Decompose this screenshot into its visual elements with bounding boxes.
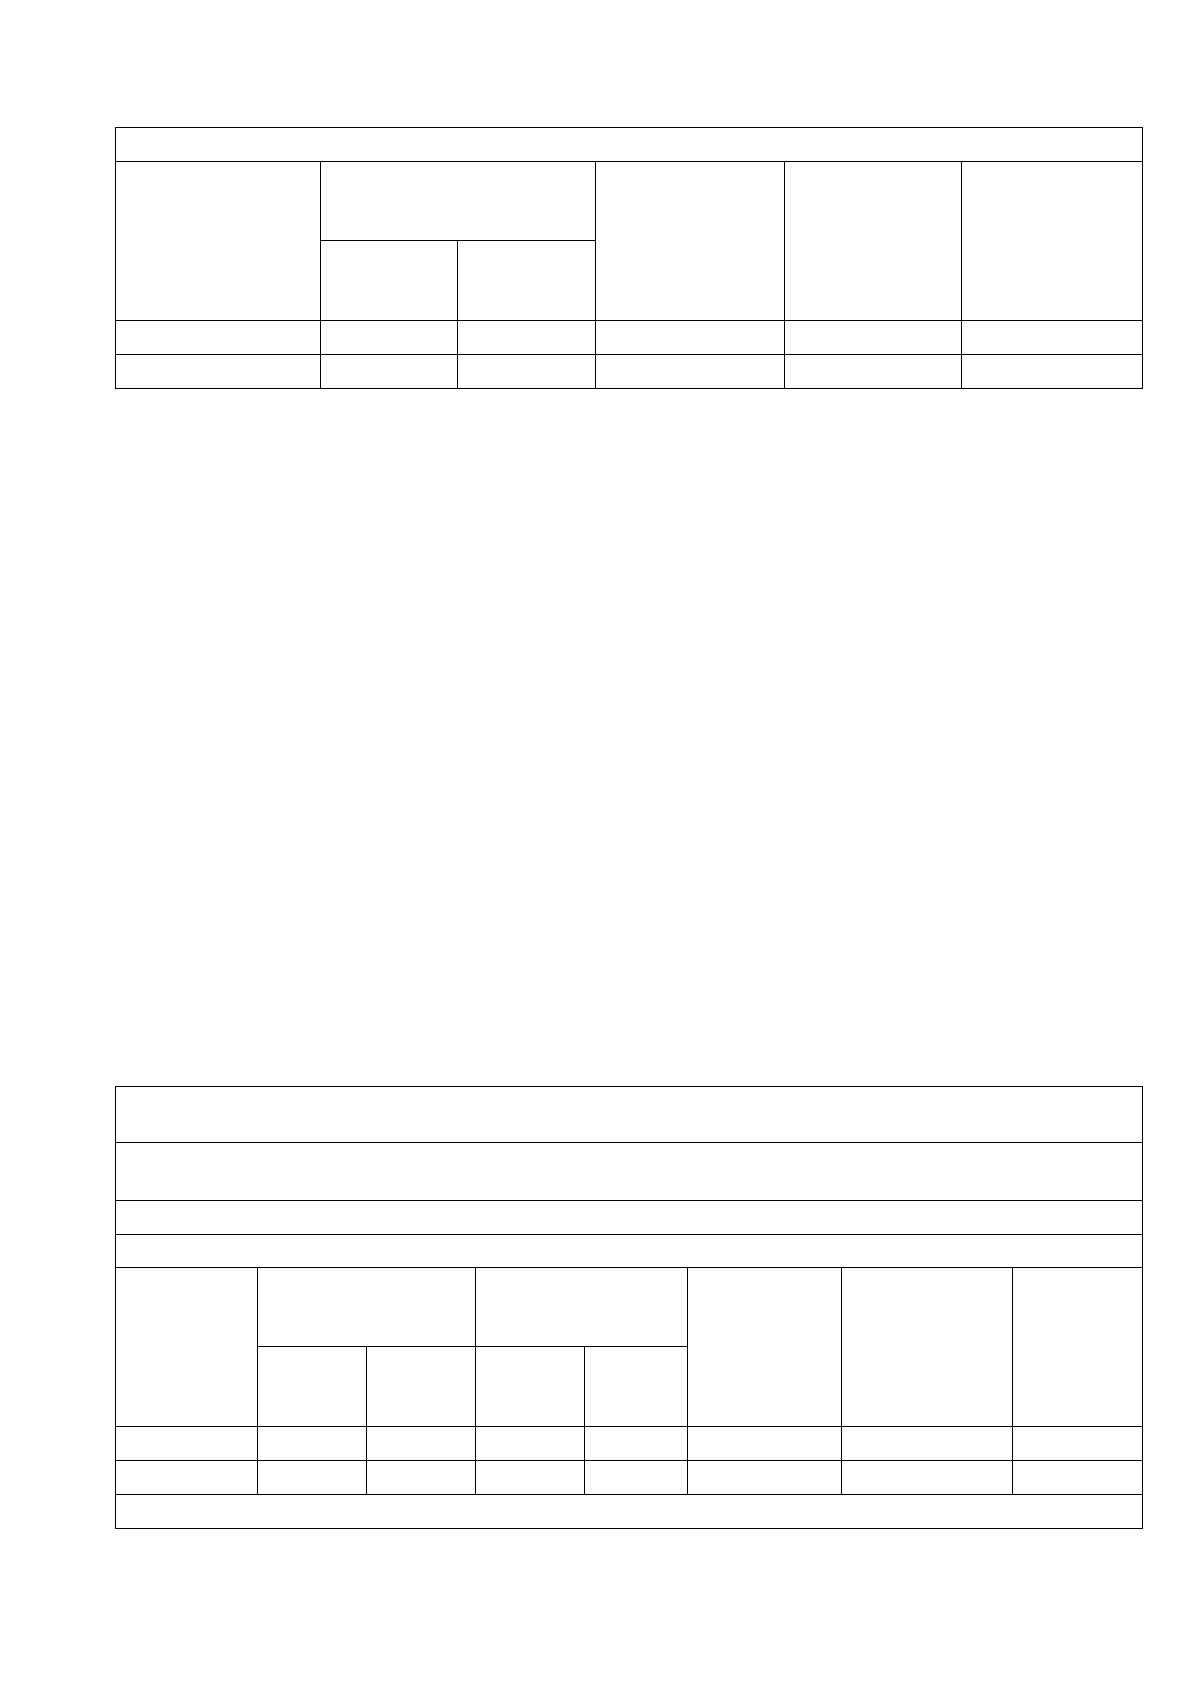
- s3-header-existing: [258, 1268, 476, 1347]
- s3-header-y1: [367, 1347, 476, 1427]
- s3-header-designation: [116, 1268, 258, 1427]
- s3-header-desc: [1013, 1268, 1143, 1427]
- points-caption: [116, 1235, 1143, 1268]
- col-number: [116, 1427, 258, 1461]
- dash-cell: [1013, 1461, 1143, 1495]
- col-number: [585, 1427, 688, 1461]
- col-number: [367, 1427, 476, 1461]
- coord-system: [116, 1201, 1143, 1235]
- s3-header-x2: [476, 1347, 585, 1427]
- dash-cell: [688, 1461, 842, 1495]
- boundary-points-table: [115, 127, 1143, 389]
- header-method: [596, 162, 785, 321]
- header-coords: [321, 162, 596, 241]
- dash-cell: [596, 355, 785, 389]
- col-number: [596, 321, 785, 355]
- section3-table: [115, 1086, 1143, 1529]
- s3-header-x1: [258, 1347, 367, 1427]
- dash-cell: [116, 355, 321, 389]
- s3-header-y2: [585, 1347, 688, 1427]
- col-number: [458, 321, 596, 355]
- col-number: [1013, 1427, 1143, 1461]
- part-points-caption: [116, 128, 1143, 162]
- col-number: [321, 321, 458, 355]
- dash-cell: [367, 1461, 476, 1495]
- s3-header-changed: [476, 1268, 688, 1347]
- s3-part-caption: [116, 1495, 1143, 1529]
- section-title: [116, 1087, 1143, 1143]
- col-number: [258, 1427, 367, 1461]
- dash-cell: [258, 1461, 367, 1495]
- dash-cell: [785, 355, 962, 389]
- dash-cell: [962, 355, 1143, 389]
- col-number: [476, 1427, 585, 1461]
- col-number: [785, 321, 962, 355]
- section-subtitle: [116, 1143, 1143, 1201]
- s3-header-method: [688, 1268, 842, 1427]
- dash-cell: [321, 355, 458, 389]
- col-number: [962, 321, 1143, 355]
- col-number: [842, 1427, 1013, 1461]
- header-y: [458, 241, 596, 321]
- header-desc: [962, 162, 1143, 321]
- dash-cell: [116, 1461, 258, 1495]
- dash-cell: [842, 1461, 1013, 1495]
- header-designation: [116, 162, 321, 321]
- header-mt: [785, 162, 962, 321]
- col-number: [116, 321, 321, 355]
- s3-header-mt: [842, 1268, 1013, 1427]
- col-number: [688, 1427, 842, 1461]
- header-x: [321, 241, 458, 321]
- dash-cell: [458, 355, 596, 389]
- dash-cell: [476, 1461, 585, 1495]
- dash-cell: [585, 1461, 688, 1495]
